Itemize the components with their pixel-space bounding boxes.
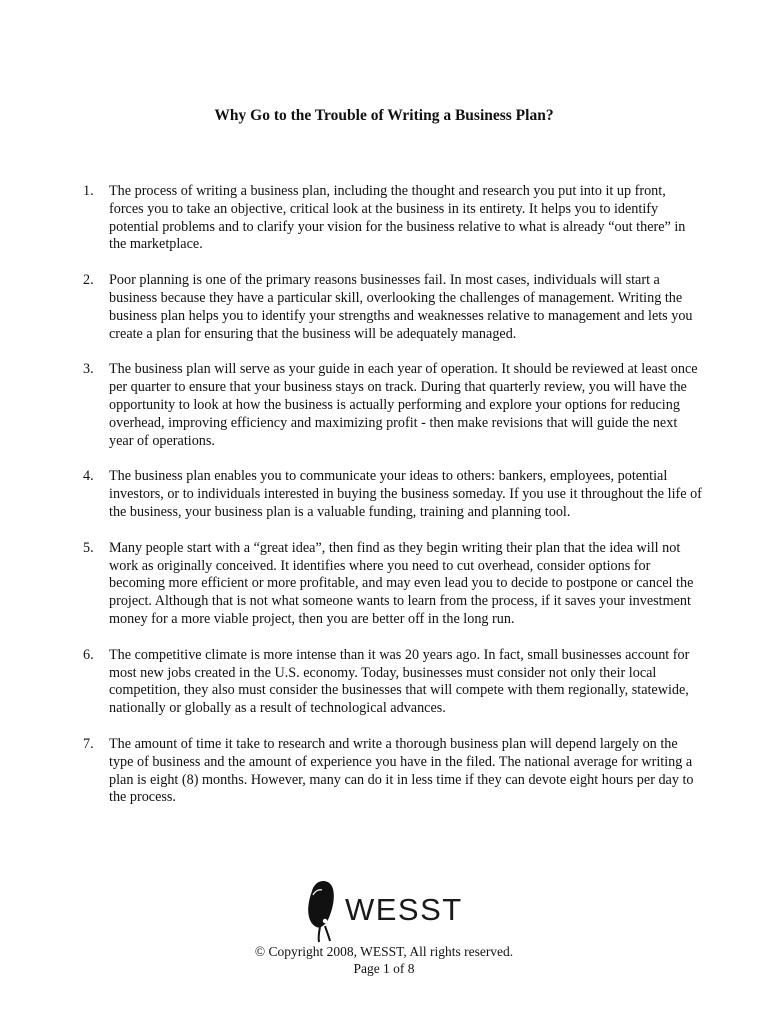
list-item-number: 2. — [83, 272, 94, 289]
reasons-list — [83, 183, 703, 825]
list-item-text: The business plan will serve as your guide in each year of operation. It should be reviewed at least once per quarter to ensure that your business stays on track. During that quarterly review, you will have the opportunity to look at how the business is actually performing and explore your options for reducing overhead, improving efficiency and maximizing profit - then make revisions that will guide the next year of operations. — [109, 361, 698, 449]
list-item — [83, 468, 703, 521]
list-item — [83, 736, 703, 807]
list-item-number: 7. — [83, 735, 94, 752]
copyright-notice: © Copyright 2008, WESST, All rights reserved. — [254, 944, 514, 959]
wesst-logo — [303, 877, 463, 943]
wesst-figure-icon — [303, 877, 343, 943]
list-item-text: The process of writing a business plan, including the thought and research you put into it up front, forces you to take an objective, critical look at the business in its entirety. It helps you to identify potential problems and to clarify your vision for the business relative to what is already “out there” in the marketplace. — [109, 183, 686, 253]
list-item — [83, 272, 703, 343]
logo-wordmark: WESST — [345, 892, 463, 927]
list-item-number: 6. — [83, 646, 94, 663]
list-item — [83, 540, 703, 629]
list-item — [83, 183, 703, 254]
list-item-text: The amount of time it take to research and write a thorough business plan will depend largely on the type of business and the amount of experience you have in the filed. The national average for writing a plan is eight (8) months. However, many can do it in less time if they can devote eight hours per day to the process. — [109, 735, 694, 806]
list-item-number: 5. — [83, 539, 94, 556]
document-title: Why Go to the Trouble of Writing a Business Plan? — [214, 107, 554, 124]
list-item-text: Poor planning is one of the primary reasons businesses fail. In most cases, individuals will start a business because they have a particular skill, overlooking the challenges of management. Writing the business plan helps you to identify your strengths and weaknesses relative to management and lets you create a plan for ensuring that the business will be adequately managed. — [109, 272, 693, 342]
list-item-text: Many people start with a “great idea”, then find as they begin writing their plan that the idea will not work as originally conceived. It identifies where you need to cut overhead, consider options for becoming more efficient or more profitable, and may even lead you to decide to postpone or cancel the project. Although that is not what someone wants to learn from the process, if it saves your investment money for a more viable project, then you are better off in the long run. — [109, 539, 694, 627]
list-item-number: 4. — [83, 468, 94, 485]
list-item-number: 1. — [83, 183, 94, 199]
list-item — [83, 647, 703, 718]
list-item-number: 3. — [83, 361, 94, 378]
page-number: Page 1 of 8 — [353, 961, 415, 976]
list-item-text: The business plan enables you to communicate your ideas to others: bankers, employees, potential investors, or to individuals interested in buying the business someday. If you use it throughout the life of the business, your business plan is a valuable funding, training and planning tool. — [109, 468, 702, 520]
list-item-text: The competitive climate is more intense than it was 20 years ago. In fact, small businesses account for most new jobs created in the U.S. economy. Today, businesses must consider not only their local competition, they also must consider the businesses that will compete with them regionally, statewide, nationally or globally as a result of technological advances. — [109, 646, 690, 717]
list-item — [83, 361, 703, 450]
